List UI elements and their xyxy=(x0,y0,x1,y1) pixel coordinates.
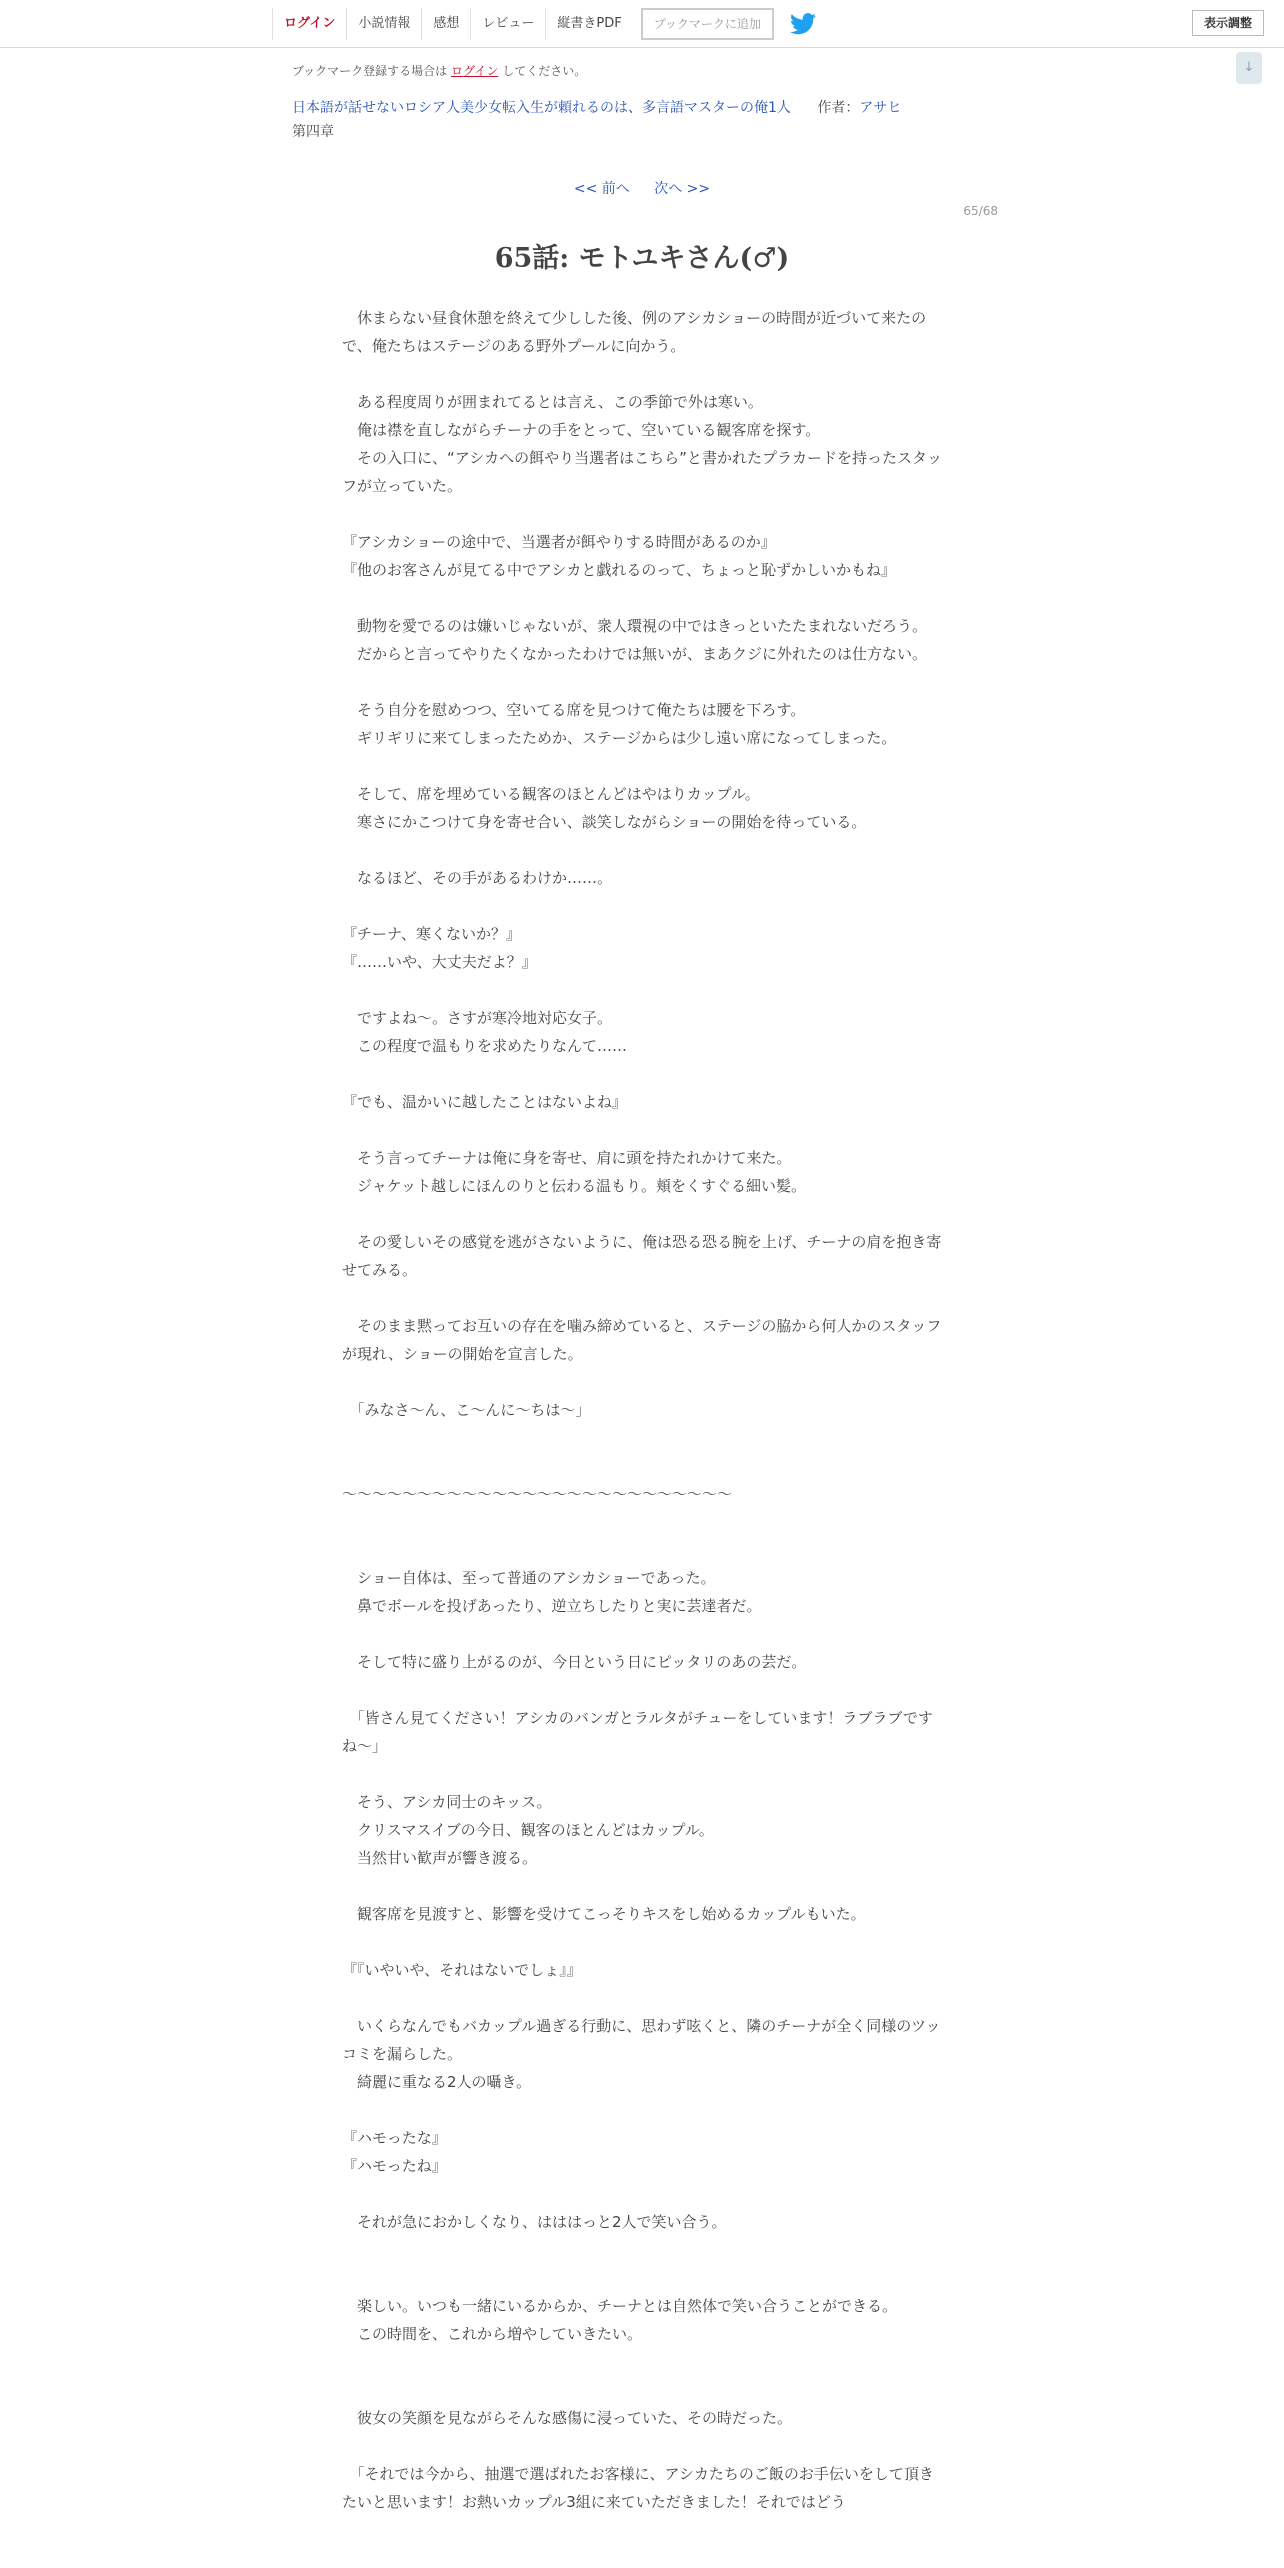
body-line: その入口に、“アシカへの餌やり当選者はこちら”と書かれたプラカードを持ったスタッフが立っていた。 xyxy=(342,449,942,495)
body-line: ある程度周りが囲まれてるとは言え、この季節で外は寒い。 xyxy=(342,393,763,411)
body-line: 寒さにかこつけて身を寄せ合い、談笑しながらショーの開始を待っている。 xyxy=(342,813,867,831)
top-navigation-bar xyxy=(0,0,1284,48)
blank-line xyxy=(342,360,942,388)
blank-line xyxy=(342,1676,942,1704)
blank-line xyxy=(342,2432,942,2460)
blank-line xyxy=(342,1368,942,1396)
body-line: 「みなさ〜ん、こ〜んに〜ちは〜」 xyxy=(342,1401,591,1419)
blank-line xyxy=(342,500,942,528)
body-line: ジャケット越しにほんのりと伝わる温もり。頬をくすぐる細い髪。 xyxy=(342,1177,806,1195)
body-line: ギリギリに来てしまったためか、ステージからは少し遠い席になってしまった。 xyxy=(342,729,897,747)
body-line: 『『いやいや、それはないでしょ』』 xyxy=(342,1961,582,1979)
blank-line xyxy=(342,1928,942,1956)
nav-vertical-pdf[interactable]: 縦書きPDF xyxy=(545,8,632,40)
body-line: なるほど、その手があるわけか……。 xyxy=(342,869,613,887)
notice-suffix: してください。 xyxy=(502,64,587,78)
bookmark-login-notice xyxy=(292,62,586,79)
body-line: この時間を、これから増やしていきたい。 xyxy=(342,2325,643,2343)
body-line: 『でも、温かいに越したことはないよね』 xyxy=(342,1093,628,1111)
body-line: 『アシカショーの途中で、当選者が餌やりする時間があるのか』 xyxy=(342,533,776,551)
body-line: そして、席を埋めている観客のほとんどはやはりカップル。 xyxy=(342,785,760,803)
prev-episode-link[interactable]: << 前へ xyxy=(573,181,630,197)
twitter-icon[interactable] xyxy=(790,13,816,35)
blank-line xyxy=(342,2264,942,2292)
blank-line xyxy=(342,1116,942,1144)
blank-line xyxy=(342,836,942,864)
nav-review[interactable]: レビュー xyxy=(470,8,545,40)
main-nav xyxy=(272,8,816,40)
next-episode-link[interactable]: 次へ >> xyxy=(654,181,711,197)
novel-body-text xyxy=(342,304,942,2516)
blank-line xyxy=(342,976,942,1004)
body-line: 鼻でボールを投げあったり、逆立ちしたりと実に芸達者だ。 xyxy=(342,1597,762,1615)
blank-line xyxy=(342,1872,942,1900)
notice-login-link[interactable]: ログイン xyxy=(451,64,499,78)
episode-pager xyxy=(0,178,1284,198)
body-line: 『ハモったな』 xyxy=(342,2129,447,2147)
body-line: 楽しい。いつも一緒にいるからか、チーナとは自然体で笑い合うことができる。 xyxy=(342,2297,898,2315)
blank-line xyxy=(342,2376,942,2404)
blank-line xyxy=(342,1060,942,1088)
body-line: 『……いや、大丈夫だよ？』 xyxy=(342,953,537,971)
blank-line xyxy=(342,1284,942,1312)
blank-line xyxy=(342,1508,942,1536)
blank-line xyxy=(342,668,942,696)
blank-line xyxy=(342,1760,942,1788)
body-line: そして特に盛り上がるのが、今日という日にピッタリのあの芸だ。 xyxy=(342,1653,807,1671)
episode-title: 65話: モトユキさん(♂) xyxy=(494,243,790,274)
episode-count: 65/68 xyxy=(963,204,998,218)
body-line: そう自分を慰めつつ、空いてる席を見つけて俺たちは腰を下ろす。 xyxy=(342,701,806,719)
blank-line xyxy=(342,2236,942,2264)
body-line: だからと言ってやりたくなかったわけでは無いが、まあクジに外れたのは仕方ない。 xyxy=(342,645,928,663)
body-line: 彼女の笑顔を見ながらそんな感傷に浸っていた、その時だった。 xyxy=(342,2409,793,2427)
body-line: いくらなんでもバカップル過ぎる行動に、思わず呟くと、隣のチーナが全く同様のツッコミを漏らした。 xyxy=(342,2017,941,2063)
body-line: そのまま黙ってお互いの存在を噛み締めていると、ステージの脇から何人かのスタッフが現れ、ショーの開始を宣言した。 xyxy=(342,1317,942,1363)
blank-line xyxy=(342,2180,942,2208)
nav-novel-info[interactable]: 小説情報 xyxy=(346,8,421,40)
body-line: クリスマスイブの今日、観客のほとんどはカップル。 xyxy=(342,1821,714,1839)
body-line: その愛しいその感覚を逃がさないように、俺は恐る恐る腕を上げ、チーナの肩を抱き寄せてみる。 xyxy=(342,1233,942,1279)
blank-line xyxy=(342,584,942,612)
blank-line xyxy=(342,2096,942,2124)
blank-line xyxy=(342,752,942,780)
body-line: 「皆さん見てください！アシカのバンガとラルタがチューをしています！ラブラブですね〜」 xyxy=(342,1709,933,1755)
blank-line xyxy=(342,1200,942,1228)
body-line: ですよね〜。さすが寒冷地対応女子。 xyxy=(342,1009,613,1027)
blank-line xyxy=(342,1536,942,1564)
blank-line xyxy=(342,1984,942,2012)
body-line: この程度で温もりを求めたりなんて…… xyxy=(342,1037,628,1055)
nav-impressions[interactable]: 感想 xyxy=(421,8,470,40)
body-line: 休まらない昼食休憩を終えて少しした後、例のアシカショーの時間が近づいて来たので、俺たちはステージのある野外プールに向かう。 xyxy=(342,309,927,355)
body-line: そう言ってチーナは俺に身を寄せ、肩に頭を持たれかけて来た。 xyxy=(342,1149,792,1167)
body-line: そう、アシカ同士のキッス。 xyxy=(342,1793,552,1811)
author-link[interactable]: アサヒ xyxy=(859,100,902,116)
body-line: 『他のお客さんが見てる中でアシカと戯れるのって、ちょっと恥ずかしいかもね』 xyxy=(342,561,896,579)
novel-title-link[interactable]: 日本語が話せないロシア人美少女転入生が頼れるのは、多言語マスターの俺1人 xyxy=(292,100,791,116)
body-line: 動物を愛でるのは嫌いじゃないが、衆人環視の中ではきっといたたまれないだろう。 xyxy=(342,617,928,635)
scroll-down-button[interactable]: ↓ xyxy=(1236,52,1262,84)
nav-login[interactable]: ログイン xyxy=(272,8,346,40)
chapter-title: 第四章 xyxy=(292,124,334,140)
body-line: ～～～～～～～～～～～～～～～～～～～～～～～～～～ xyxy=(342,1485,733,1503)
blank-line xyxy=(342,1424,942,1452)
blank-line xyxy=(342,1620,942,1648)
body-line: 観客席を見渡すと、影響を受けてこっそりキスをし始めるカップルもいた。 xyxy=(342,1905,866,1923)
blank-line xyxy=(342,2348,942,2376)
body-line: ショー自体は、至って普通のアシカショーであった。 xyxy=(342,1569,716,1587)
body-line: 「それでは今から、抽選で選ばれたお客様に、アシカたちのご飯のお手伝いをして頂きたいと思います！お熱いカップル3組に来ていただきました！それではどう xyxy=(342,2465,934,2511)
notice-prefix: ブックマーク登録する場合は xyxy=(292,64,448,78)
blank-line xyxy=(342,892,942,920)
body-line: それが急におかしくなり、はははっと2人で笑い合う。 xyxy=(342,2213,727,2231)
body-line: 俺は襟を直しながらチーナの手をとって、空いている観客席を探す。 xyxy=(342,421,821,439)
novel-info-line xyxy=(292,97,901,117)
blank-line xyxy=(342,1452,942,1480)
author-label: 作者： xyxy=(817,100,860,116)
body-line: 『ハモったね』 xyxy=(342,2157,447,2175)
add-bookmark-button[interactable]: ブックマークに追加 xyxy=(641,8,774,40)
body-line: 当然甘い歓声が響き渡る。 xyxy=(342,1849,538,1867)
body-line: 『チーナ、寒くないか？』 xyxy=(342,925,521,943)
display-settings-button[interactable]: 表示調整 xyxy=(1192,10,1264,36)
body-line: 綺麗に重なる2人の囁き。 xyxy=(342,2073,531,2091)
